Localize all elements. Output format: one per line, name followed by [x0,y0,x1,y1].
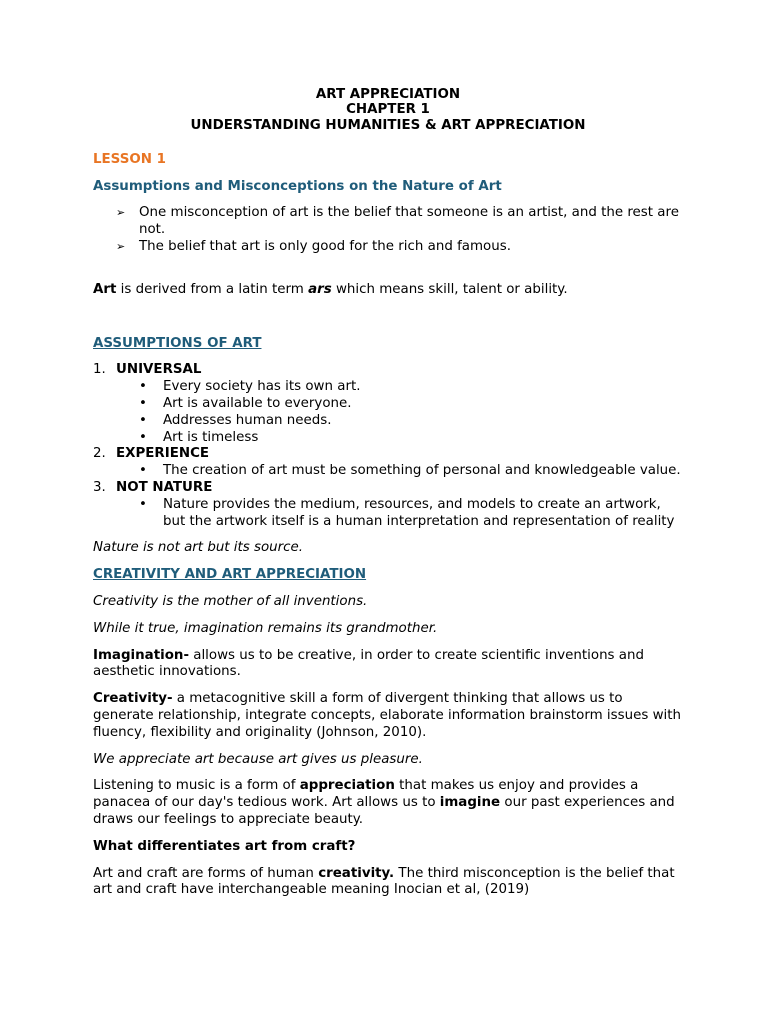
assumption-bullets [116,497,683,531]
title-line-3: UNDERSTANDING HUMANITIES & ART APPRECIATION [190,117,586,133]
latin-term: ars [308,281,332,297]
heading-assumptions[interactable]: ASSUMPTIONS OF ART [93,335,262,351]
list-item-text: Addresses human needs. [163,412,332,428]
art-def-text-1: is derived from a latin term [116,281,309,297]
list-item-text: One misconception of art is the belief that someone is an artist, and the rest are not. [139,205,679,238]
arrow-bullet-icon: ➢ [116,206,126,220]
art-term: Art [93,281,117,297]
text-run: Listening to music is a form of [93,778,300,794]
assumption-heading: EXPERIENCE [116,446,210,462]
list-item [139,396,683,413]
list-item-text: The belief that art is only good for the rich and famous. [139,239,511,255]
item-number: 1. [93,362,106,378]
heading-misconceptions: Assumptions and Misconceptions on the Nature of Art [93,178,502,194]
imagination-text: allows us to be creative, in order to create scientific inventions and aesthetic innovations. [93,647,644,680]
document-body [93,87,683,899]
listening-paragraph [93,778,683,828]
list-item [116,239,683,256]
list-item-text: Nature provides the medium, resources, and models to create an artwork, but the artwork itself is a human interpretation and representation of reality [163,496,675,529]
assumption-bullets [116,463,683,480]
bullet-dot-icon: • [139,463,147,479]
text-run: Art and craft are forms of human [93,865,319,881]
art-def-text-2: which means skill, talent or ability. [331,281,568,297]
list-item [139,412,683,430]
heading-creativity[interactable]: CREATIVITY AND ART APPRECIATION [93,567,367,583]
list-item [139,463,683,480]
imagination-term: Imagination- [93,647,189,663]
bullet-dot-icon: • [139,379,147,395]
arrow-bullet-icon: ➢ [116,240,126,254]
list-item [139,429,683,447]
assumption-experience [93,446,683,480]
question-text: What differentiates art from craft? [93,838,356,854]
text-run: The third misconception is the belief that art and craft have interchangeable meaning Inocian et al, (2019) [93,865,675,898]
document-title [93,87,683,133]
bold-run: creativity. [318,865,395,881]
item-number: 2. [93,446,106,462]
list-item-text: Art is available to everyone. [163,396,352,412]
misconception-list [93,205,683,255]
bullet-dot-icon: • [139,496,147,512]
nature-quote: Nature is not art but its source. [93,540,304,556]
assumption-heading: UNIVERSAL [116,362,202,378]
imagination-definition [93,648,683,682]
quote-grandmother: While it true, imagination remains its grandmother. [93,620,438,636]
bold-run: appreciation [299,778,395,794]
list-item [139,379,683,396]
bullet-dot-icon: • [139,429,147,445]
text-run: our past experiences and draws our feelings to appreciate beauty. [93,795,675,827]
quote-mother: Creativity is the mother of all inventions. [93,594,368,610]
list-item [139,496,683,531]
text-run: that makes us enjoy and provides a panacea of our day's tedious work. Art allows us to [93,778,639,811]
bullet-dot-icon: • [139,412,147,428]
assumption-universal [93,362,683,446]
bullet-dot-icon: • [139,396,147,412]
question-craft [93,839,683,856]
bold-run: imagine [439,795,501,811]
list-item-text: The creation of art must be something of personal and knowledgeable value. [163,463,681,479]
list-item [116,205,683,239]
creativity-definition [93,691,683,741]
assumptions-list [93,362,683,530]
item-number: 3. [93,480,106,496]
list-item-text: Art is timeless [163,429,259,445]
quote-pleasure: We appreciate art because art gives us pleasure. [93,751,423,767]
title-line-2: CHAPTER 1 [346,102,430,118]
assumption-bullets [116,379,683,446]
title-line-1: ART APPRECIATION [315,87,461,102]
assumption-heading: NOT NATURE [116,480,213,496]
creativity-term: Creativity- [93,691,173,707]
list-item-text: Every society has its own art. [163,379,361,395]
assumption-not-nature [93,480,683,530]
craft-paragraph [93,866,683,900]
art-definition [93,282,683,299]
lesson-label: LESSON 1 [93,151,166,167]
creativity-text: a metacognitive skill a form of divergent thinking that allows us to generate relationship, integrate concepts, elaborate information brainstorm issues with fluency, flexibility and originality (Johnson, 2010). [93,691,681,740]
